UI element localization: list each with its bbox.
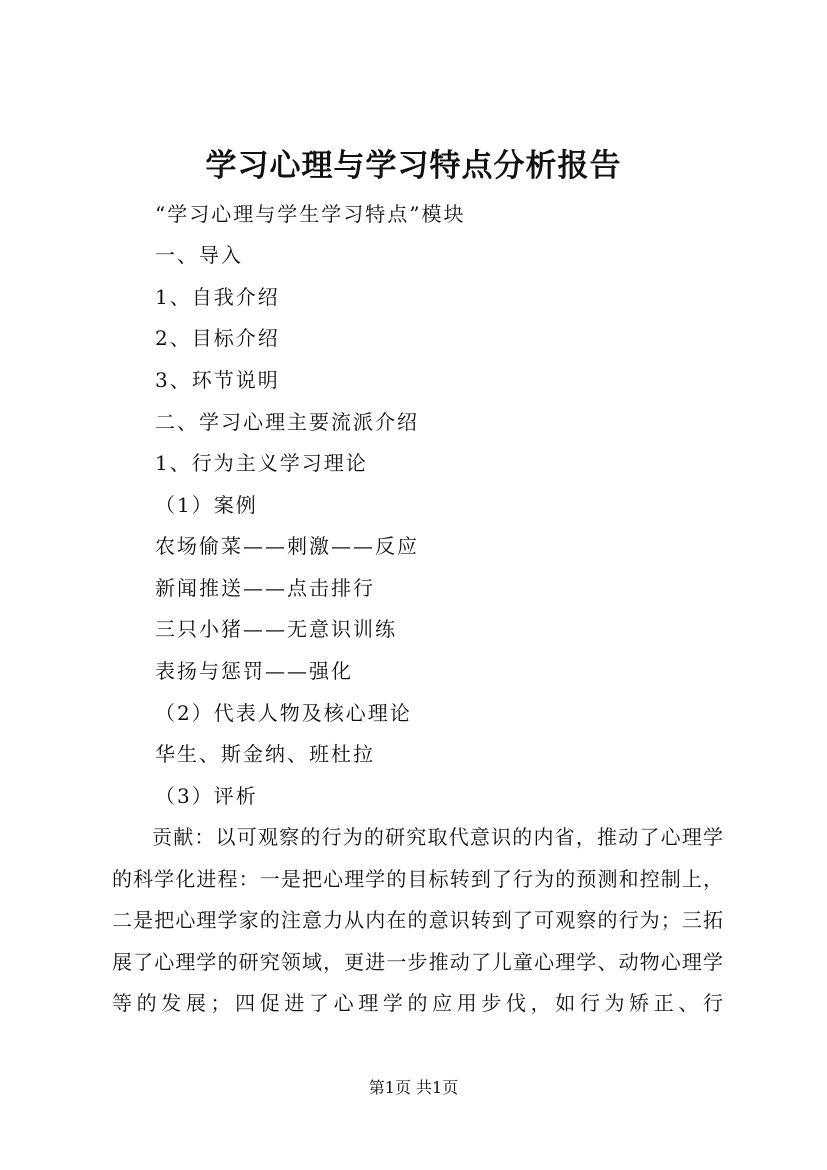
page-footer: 第1页 共1页 [368,1078,459,1097]
text-line: 农场偷菜——刺激——反应 [155,534,419,558]
paragraph-text: 贡献：以可观察的行为的研究取代意识的内省，推动了心理学的科学化进程：一是把心理学的目标转到了行为的预测和控制上，二是把心理学家的注意力从内在的意识转到了可观察的行为；三拓展了心理学的研究领域，更进一步推动了儿童心理学、动物心理学等的发展；四促进了心理学的应用步伐，如行为矫正、行 [112,825,724,1016]
document-title: 学习心理与学习特点分析报告 [205,148,622,184]
body-paragraph [112,817,724,1025]
text-line: （3）评析 [155,784,258,808]
text-line: （1）案例 [155,493,258,517]
text-line: 表扬与惩罚——强化 [155,659,353,683]
text-line: 3、环节说明 [155,368,280,392]
text-line: 1、行为主义学习理论 [155,451,368,475]
text-line: 新闻推送——点击排行 [155,576,375,600]
text-line: （2）代表人物及核心理论 [155,701,412,725]
text-line: “学习心理与学生学习特点”模块 [155,202,466,226]
text-line: 二、学习心理主要流派介绍 [155,410,419,434]
text-line: 华生、斯金纳、班杜拉 [155,742,375,766]
text-line: 一、导入 [155,243,243,267]
text-line: 三只小猪——无意识训练 [155,617,397,641]
text-line: 2、目标介绍 [155,326,280,350]
text-line: 1、自我介绍 [155,285,280,309]
